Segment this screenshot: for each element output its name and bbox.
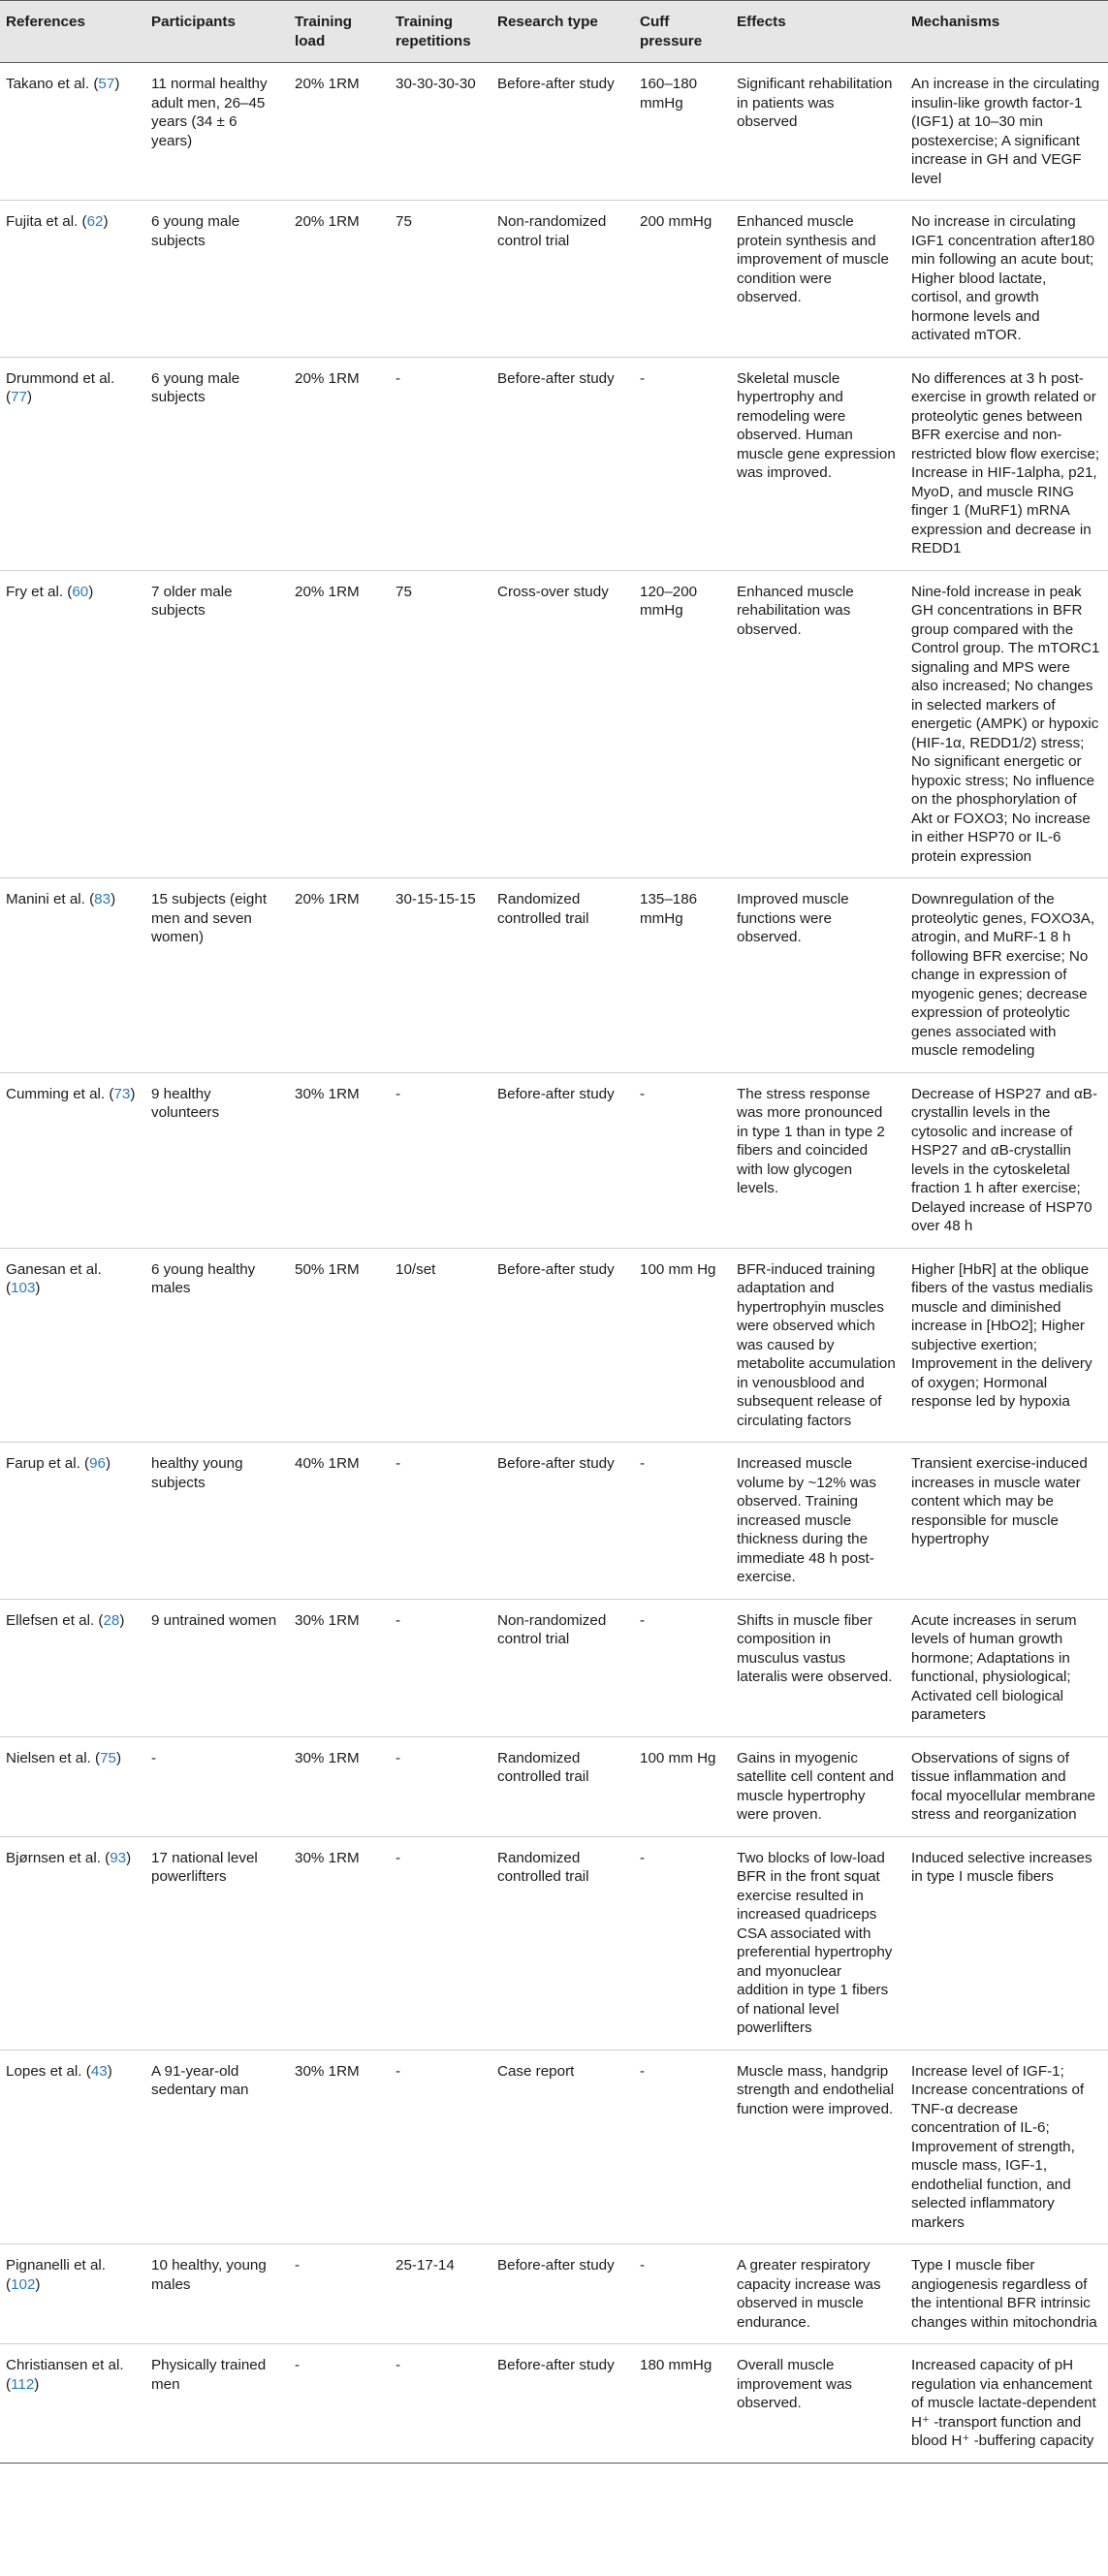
cell-training-repetitions: - <box>388 2050 490 2244</box>
cell-mechanisms: Type I muscle fiber angiogenesis regardless of the intentional BFR intrinsic changes within mitochondria <box>903 2244 1108 2344</box>
cell-training-repetitions: - <box>388 1736 490 1836</box>
cell-participants: 9 untrained women <box>143 1599 287 1736</box>
reference-number-link[interactable]: 75 <box>100 1749 116 1766</box>
cell-cuff-pressure: - <box>632 1443 729 1600</box>
cell-reference: Manini et al. (83) <box>0 878 143 1073</box>
header-effects: Effects <box>729 1 903 63</box>
reference-author: Pignanelli et al. <box>6 2257 107 2274</box>
cell-effects: Significant rehabilitation in patients was observed <box>729 63 903 201</box>
table-row <box>0 1736 1108 1836</box>
cell-research-type: Non-randomized control trial <box>490 1599 632 1736</box>
cell-training-repetitions: 10/set <box>388 1248 490 1443</box>
cell-mechanisms: Increase level of IGF-1; Increase concentrations of TNF-α decrease concentration of IL-6; Improvement of strength, muscle mass, IGF-1, endothelial function, and selected inflammatory markers <box>903 2050 1108 2244</box>
cell-participants: - <box>143 1736 287 1836</box>
cell-training-repetitions: 30-30-30-30 <box>388 63 490 201</box>
cell-training-repetitions: - <box>388 2344 490 2464</box>
cell-training-load: 30% 1RM <box>287 2050 388 2244</box>
cell-training-repetitions: - <box>388 1443 490 1600</box>
cell-mechanisms: Acute increases in serum levels of human growth hormone; Adaptations in functional, physiological; Activated cell biological parameters <box>903 1599 1108 1736</box>
cell-training-load: 20% 1RM <box>287 878 388 1073</box>
cell-cuff-pressure: 200 mmHg <box>632 201 729 358</box>
cell-training-repetitions: - <box>388 1599 490 1736</box>
cell-research-type: Before-after study <box>490 2344 632 2464</box>
cell-effects: The stress response was more pronounced in type 1 than in type 2 fibers and coincided with low glycogen levels. <box>729 1072 903 1248</box>
cell-effects: BFR-induced training adaptation and hypertrophyin muscles were observed which was caused by metabolite accumulation in venousblood and subsequent release of circulating factors <box>729 1248 903 1443</box>
cell-research-type: Case report <box>490 2050 632 2244</box>
cell-effects: Muscle mass, handgrip strength and endothelial function were improved. <box>729 2050 903 2244</box>
cell-training-load: 30% 1RM <box>287 1836 388 2050</box>
reference-number-link[interactable]: 112 <box>11 2375 35 2393</box>
table-row <box>0 570 1108 878</box>
cell-training-load: 30% 1RM <box>287 1599 388 1736</box>
reference-number-link[interactable]: 73 <box>113 1085 131 1102</box>
cell-effects: Skeletal muscle hypertrophy and remodeling were observed. Human muscle gene expression was improved. <box>729 357 903 570</box>
cell-training-repetitions: - <box>388 1072 490 1248</box>
reference-author: Nielsen et al. <box>6 1749 91 1766</box>
cell-research-type: Before-after study <box>490 2244 632 2344</box>
cell-research-type: Before-after study <box>490 1248 632 1443</box>
cell-training-repetitions: 75 <box>388 201 490 358</box>
cell-participants: 17 national level powerlifters <box>143 1836 287 2050</box>
cell-mechanisms: Downregulation of the proteolytic genes, FOXO3A, atrogin, and MuRF-1 8 h following BFR exercise; No change in expression of myogenic genes; decrease expression of proteolytic genes associated with muscle remodeling <box>903 878 1108 1073</box>
cell-cuff-pressure: - <box>632 2244 729 2344</box>
reference-author: Christiansen et al. <box>6 2357 124 2373</box>
reference-author: Bjørnsen et al. <box>6 1849 101 1866</box>
table-row <box>0 2344 1108 2464</box>
cell-cuff-pressure: 135–186 mmHg <box>632 878 729 1073</box>
cell-research-type: Before-after study <box>490 63 632 201</box>
cell-effects: Gains in myogenic satellite cell content and muscle hypertrophy were proven. <box>729 1736 903 1836</box>
cell-mechanisms: Nine-fold increase in peak GH concentrations in BFR group compared with the Control group. The mTORC1 signaling and MPS were also increased; No changes in selected markers of energetic (AMPK) or hypoxic (HIF-1α, REDD1/2) stress; No significant energetic or hypoxic stress; No influence on the phosphorylation of Akt or FOXO3; No increase in either HSP70 or IL-6 protein expression <box>903 570 1108 878</box>
header-cuff-pressure: Cuff pressure <box>632 1 729 63</box>
cell-mechanisms: No increase in circulating IGF1 concentration after180 min following an acute bout; Higher blood lactate, cortisol, and growth hormone levels and activated mTOR. <box>903 201 1108 358</box>
cell-training-repetitions: 75 <box>388 570 490 878</box>
table-row <box>0 1836 1108 2050</box>
cell-training-repetitions: 30-15-15-15 <box>388 878 490 1073</box>
table-row <box>0 2244 1108 2344</box>
cell-research-type: Randomized controlled trail <box>490 878 632 1073</box>
cell-cuff-pressure: 120–200 mmHg <box>632 570 729 878</box>
cell-training-load: - <box>287 2244 388 2344</box>
cell-effects: Improved muscle functions were observed. <box>729 878 903 1073</box>
cell-participants: 15 subjects (eight men and seven women) <box>143 878 287 1073</box>
cell-training-load: 20% 1RM <box>287 201 388 358</box>
cell-effects: Overall muscle improvement was observed. <box>729 2344 903 2464</box>
cell-effects: Two blocks of low-load BFR in the front squat exercise resulted in increased quadriceps CSA associated with preferential hypertrophy and myonuclear addition in type 1 fibers of national level powerlifters <box>729 1836 903 2050</box>
reference-number-link[interactable]: 62 <box>86 213 104 230</box>
cell-participants: Physically trained men <box>143 2344 287 2464</box>
cell-mechanisms: Increased capacity of pH regulation via enhancement of muscle lactate-dependent H⁺ -transport function and blood H⁺ -buffering capacity <box>903 2344 1108 2464</box>
table-body <box>0 63 1108 2464</box>
cell-mechanisms: An increase in the circulating insulin-like growth factor-1 (IGF1) at 10–30 min postexercise; A significant increase in GH and VEGF level <box>903 63 1108 201</box>
table-row <box>0 63 1108 201</box>
cell-mechanisms: Observations of signs of tissue inflammation and focal myocellular membrane stress and reorganization <box>903 1736 1108 1836</box>
cell-reference: Takano et al. (57) <box>0 63 143 201</box>
reference-author: Fry et al. <box>6 583 64 600</box>
cell-mechanisms: Induced selective increases in type I muscle fibers <box>903 1836 1108 2050</box>
cell-training-repetitions: - <box>388 1836 490 2050</box>
header-training-load: Training load <box>287 1 388 63</box>
reference-author: Farup et al. <box>6 1455 80 1472</box>
table-row <box>0 878 1108 1073</box>
cell-training-load: 20% 1RM <box>287 570 388 878</box>
cell-research-type: Before-after study <box>490 1072 632 1248</box>
header-mechanisms: Mechanisms <box>903 1 1108 63</box>
cell-effects: Increased muscle volume by ~12% was observed. Training increased muscle thickness during the immediate 48 h post-exercise. <box>729 1443 903 1600</box>
cell-training-load: 30% 1RM <box>287 1736 388 1836</box>
header-references: References <box>0 1 143 63</box>
table-row <box>0 1443 1108 1600</box>
reference-number-link[interactable]: 43 <box>90 2062 108 2080</box>
cell-effects: Enhanced muscle rehabilitation was observed. <box>729 570 903 878</box>
cell-cuff-pressure: 180 mmHg <box>632 2344 729 2464</box>
reference-author: Fujita et al. <box>6 213 79 230</box>
cell-cuff-pressure: 160–180 mmHg <box>632 63 729 201</box>
cell-reference: Fry et al. (60) <box>0 570 143 878</box>
cell-participants: 6 young male subjects <box>143 201 287 358</box>
cell-reference: Farup et al. (96) <box>0 1443 143 1600</box>
cell-research-type: Randomized controlled trail <box>490 1736 632 1836</box>
reference-author: Ellefsen et al. <box>6 1611 95 1629</box>
cell-training-load: 20% 1RM <box>287 63 388 201</box>
cell-effects: Shifts in muscle fiber composition in musculus vastus lateralis were observed. <box>729 1599 903 1736</box>
header-research-type: Research type <box>490 1 632 63</box>
cell-participants: 6 young male subjects <box>143 357 287 570</box>
reference-author: Takano et al. <box>6 76 90 92</box>
cell-reference: Bjørnsen et al. (93) <box>0 1836 143 2050</box>
cell-cuff-pressure: - <box>632 1072 729 1248</box>
cell-mechanisms: Transient exercise-induced increases in muscle water content which may be responsible for muscle hypertrophy <box>903 1443 1108 1600</box>
reference-author: Lopes et al. <box>6 2062 82 2080</box>
cell-participants: A 91-year-old sedentary man <box>143 2050 287 2244</box>
table-row <box>0 201 1108 358</box>
cell-participants: 7 older male subjects <box>143 570 287 878</box>
cell-reference: Ganesan et al. (103) <box>0 1248 143 1443</box>
cell-research-type: Cross-over study <box>490 570 632 878</box>
cell-cuff-pressure: - <box>632 1836 729 2050</box>
cell-effects: Enhanced muscle protein synthesis and improvement of muscle condition were observed. <box>729 201 903 358</box>
cell-reference: Fujita et al. (62) <box>0 201 143 358</box>
reference-author: Drummond et al. <box>6 369 115 387</box>
cell-reference: Drummond et al. (77) <box>0 357 143 570</box>
table-row <box>0 357 1108 570</box>
cell-mechanisms: No differences at 3 h post-exercise in growth related or proteolytic genes between BFR exercise and non-restricted blow flow exercise; Increase in HIF-1alpha, p21, MyoD, and muscle RING finger 1 (MuRF1) mRNA expression and decrease in REDD1 <box>903 357 1108 570</box>
cell-reference: Christiansen et al. (112) <box>0 2344 143 2464</box>
reference-number-link[interactable]: 103 <box>11 1280 36 1296</box>
cell-participants: 10 healthy, young males <box>143 2244 287 2344</box>
reference-number-link[interactable]: 96 <box>89 1455 107 1472</box>
table-header-row <box>0 1 1108 63</box>
table-row <box>0 1248 1108 1443</box>
header-training-repetitions: Training repetitions <box>388 1 490 63</box>
cell-effects: A greater respiratory capacity increase was observed in muscle endurance. <box>729 2244 903 2344</box>
header-participants: Participants <box>143 1 287 63</box>
cell-research-type: Non-randomized control trial <box>490 201 632 358</box>
reference-author: Ganesan et al. <box>6 1260 102 1278</box>
cell-training-load: - <box>287 2344 388 2464</box>
reference-author: Manini et al. <box>6 891 85 907</box>
cell-reference: Ellefsen et al. (28) <box>0 1599 143 1736</box>
cell-cuff-pressure: - <box>632 2050 729 2244</box>
table-row <box>0 1599 1108 1736</box>
cell-cuff-pressure: 100 mm Hg <box>632 1248 729 1443</box>
cell-training-load: 30% 1RM <box>287 1072 388 1248</box>
cell-reference: Cumming et al. (73) <box>0 1072 143 1248</box>
cell-research-type: Before-after study <box>490 357 632 570</box>
cell-participants: healthy young subjects <box>143 1443 287 1600</box>
cell-training-load: 40% 1RM <box>287 1443 388 1600</box>
cell-participants: 9 healthy volunteers <box>143 1072 287 1248</box>
cell-cuff-pressure: - <box>632 357 729 570</box>
cell-participants: 6 young healthy males <box>143 1248 287 1443</box>
reference-number-link[interactable]: 77 <box>11 389 27 405</box>
cell-mechanisms: Higher [HbR] at the oblique fibers of the vastus medialis muscle and diminished increase in [HbO2]; Higher subjective exertion; Improvement in the delivery of oxygen; Hormonal response led by hypoxia <box>903 1248 1108 1443</box>
reference-number-link[interactable]: 83 <box>94 891 111 907</box>
reference-number-link[interactable]: 102 <box>11 2275 36 2293</box>
cell-reference: Lopes et al. (43) <box>0 2050 143 2244</box>
cell-participants: 11 normal healthy adult men, 26–45 years (34 ± 6 years) <box>143 63 287 201</box>
cell-training-load: 20% 1RM <box>287 357 388 570</box>
cell-training-repetitions: 25-17-14 <box>388 2244 490 2344</box>
reference-number-link[interactable]: 93 <box>110 1849 127 1866</box>
reference-number-link[interactable]: 28 <box>103 1611 120 1629</box>
cell-reference: Nielsen et al. (75) <box>0 1736 143 1836</box>
table-row <box>0 1072 1108 1248</box>
reference-number-link[interactable]: 60 <box>72 583 89 600</box>
cell-cuff-pressure: 100 mm Hg <box>632 1736 729 1836</box>
cell-research-type: Randomized controlled trail <box>490 1836 632 2050</box>
cell-training-load: 50% 1RM <box>287 1248 388 1443</box>
cell-reference: Pignanelli et al. (102) <box>0 2244 143 2344</box>
cell-training-repetitions: - <box>388 357 490 570</box>
cell-research-type: Before-after study <box>490 1443 632 1600</box>
cell-mechanisms: Decrease of HSP27 and αB-crystallin levels in the cytosolic and increase of HSP27 and αB-crystallin levels in the cytoskeletal fraction 1 h after exercise; Delayed increase of HSP70 over 48 h <box>903 1072 1108 1248</box>
reference-number-link[interactable]: 57 <box>98 76 115 92</box>
reference-author: Cumming et al. <box>6 1085 106 1102</box>
table-row <box>0 2050 1108 2244</box>
cell-cuff-pressure: - <box>632 1599 729 1736</box>
